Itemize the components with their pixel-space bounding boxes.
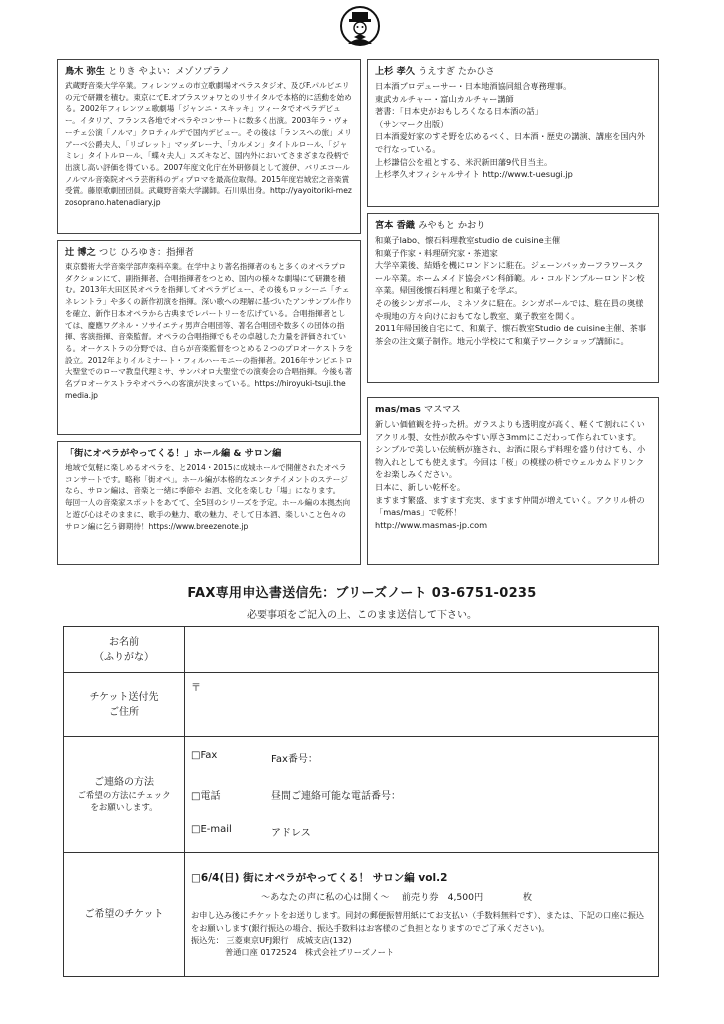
phone-number-label: 昼間ご連絡可能な電話番号：: [271, 791, 401, 802]
contact-option-phone[interactable]: [191, 787, 652, 802]
postal-mark: 〒: [191, 683, 201, 694]
profile-heading: 辻 博之 つじ ひろゆき：指揮者: [65, 247, 194, 258]
profile-heading: mas/mas マスマス: [375, 404, 461, 415]
fax-title: FAX専用申込書送信先：ブリーズノート 03-6751-0235: [187, 586, 537, 601]
email-address-label: アドレス: [271, 828, 311, 839]
phone-checkbox[interactable]: □電話: [191, 791, 221, 802]
address-label: チケット送付先 ご住所: [64, 673, 185, 737]
contact-label: ご連絡の方法 ご希望の方法にチェック をお願いします。: [64, 737, 185, 853]
contact-option-email[interactable]: [191, 824, 652, 839]
fax-instructions: 必要事項をご記入の上、このまま送信して下さい。: [247, 610, 477, 621]
profile-text: 武蔵野音楽大学卒業。フィレンツェの市立歌劇場オペラスタジオ、及びF.パルビエリの元で研鑽を積む。東京にてE.オブラスツォワとのリサイタルで本格的に活動を始める。2002年フィレンツェ歌劇場「ジャンニ・スキッキ」ツィータでオペラデビュー。イタリア、フランス各地でオペラやコンサートに数多く出演。2003年ラ・ヴォーチェ公演「ノルマ」クロティルデで国内デビュー。その後は「ランスへの旅」メリアーベ公爵夫人、「リゴレット」マッダレーナ、「カルメン」タイトルロール、「ジャミレ」タイトルロール、「蝶々夫人」スズキなど、国内外においてさまざまな役柄で出演し高い評価を得ている。2007年度文化庁在外研修員として渡伊、バリエコールノルマル音楽院オペラ芸術科のディプロマを最高位取得。2015年度岩城宏之音楽賞受賞。藤原歌劇団団員。武蔵野音楽大学講師。石川県出身。http://yayoitoriki-mezzosoprano.hatenadiary.jp: [65, 81, 352, 208]
contact-option-fax[interactable]: [191, 750, 652, 765]
fax-number-label: Fax番号：: [271, 754, 318, 765]
email-checkbox[interactable]: □E-mail: [191, 824, 232, 835]
contact-options: [185, 737, 659, 853]
salon-description: [57, 441, 361, 565]
profile-text: 日本酒プロデューサー・日本地酒協同組合専務理事。 東武カルチャー・富山カルチャー講師 著書：「日本史がおもしろくなる日本酒の話」 （サンマーク出版） 日本酒愛好家のすそ野を広めるべく、日本酒・歴史の講演、講座を国内外で行なっている。 上杉謙信公を祖とする、米沢新田藩9代目当主。 上杉孝久オフィシャルサイト http://www.t-uesugi.jp: [375, 81, 646, 180]
profile-uesugi: [367, 59, 659, 207]
profile-miyamoto: [367, 213, 659, 383]
fax-checkbox[interactable]: □Fax: [191, 750, 218, 761]
address-field[interactable]: [185, 673, 659, 737]
profile-tsuji: [57, 240, 361, 435]
profile-text: 東京藝術大学音楽学部声楽科卒業。在学中より著名指揮者のもと多くのオペラプロダクションにて、副指揮者、合唱指揮者をつとめ、国内の様々な劇場にて研鑽を積む。2013年大田区民オペラを指揮してオペラデビュー、その後もロッシーニ「チェネレントラ」や多くの新作初演を指揮。深い歌への理解に基づいたアンサンブル作りを確立、新作日本オペラから古典までレパートリーを広げている。合唱指揮者としては、慶應ワグネル・ソサイエティ男声合唱団等、著名合唱団や数多くの団体の指揮、客演指揮、音楽監督。オペラの合唱指揮でもその卓越した力量を評価されている。オーケストラの分野では、自らが音楽監督をつとめる２つのプロオーケストラを設立。2012年よりイルミナート・フィルハーモニーの指揮者。2016年サンピエトロ大聖堂でのローマ教皇代理ミサ、サンパオロ大聖堂での演奏会の合唱指揮。今後も著名プロオーケストラやオペラへの客演が決まっている。https://hiroyuki-tsuji.themedia.jp: [65, 262, 353, 400]
name-label: お名前 （ふりがな）: [64, 627, 185, 673]
profile-text: 和菓子labo、懐石料理教室studio de cuisine主催 和菓子作家・料理研究家・茶道家 大学卒業後、結婚を機にロンドンに駐在。ジェーンパッカーフラワースクール卒業。ホームメイド協会パン科師範。ル・コルドンブルーロンドン校卒業。帰国後懐石料理と和菓子を学ぶ。 その後シンガポール、ミネソタに駐在。シンガポールでは、駐在員の奥様や現地の方々向けにおもてなし教室、菓子教室を開く。 2011年帰国後自宅にて、和菓子、懐石教室Studio de cuisine主催、茶事茶会の注文菓子制作。地元小学校にて和菓子ワークショップ講師に。: [375, 235, 647, 346]
ticket-label: ご希望のチケット: [64, 853, 185, 977]
profile-heading: 宮本 香織 みやもと かおり: [375, 220, 486, 231]
profile-heading: 鳥木 弥生 とりき やよい：メゾソプラノ: [65, 66, 230, 77]
profile-masmas: [367, 397, 659, 565]
profile-heading: 上杉 孝久 うえすぎ たかひさ: [375, 66, 495, 77]
profile-toriki: [57, 59, 361, 234]
salon-text: 地域で気軽に楽しめるオペラを、と2014・2015に成城ホールで開催されたオペラコンサートです。略称「街オペ」。ホール編が本格的なエンタテイメントのステージなら、サロン編は、音楽と一緒に季節や お酒、文化を楽しむ「場」になります。 毎回一人の音楽家スポットをあてて、全5回のシリーズを予定。ホール編の本拠杰向と遊び心はそのままに、歌手の魅力、歌の魅力、そして日本酒、楽しいこと色々のサロン編に乞う御期待！https://www.breezenote.jp: [65, 463, 351, 531]
name-field[interactable]: [185, 627, 659, 673]
breezenote-logo: [340, 6, 380, 46]
payment-note: お申し込み後にチケットをお送りします。同封の郵便振替用紙にてお支払い（手数料無料です）、または、下記の口座に振込をお願いします(銀行振込の場合、振込手数料はお客様のご負担となりますのでご了承ください)。: [191, 910, 645, 933]
salon-title: 「街にオペラがやってくる！」ホール編 & サロン編: [65, 448, 282, 459]
profile-text: 新しい価値観を持った枡。ガラスよりも透明度が高く、軽くて割れにくいアクリル製、女性が飲みやすい厚さ3mmにこだわって作られています。 シンプルで美しい伝統柄が施され、お酒に限らず料理を盛り付けても、小物入れとしても使えます。今回は「桜」の模様の枡でウェルカムドリンクをお楽しみください。 日本に、新しい乾杯を。 ますます繁盛、ますます充実、ますます仲間が増えていく。アクリル枡の「mas/mas」で乾杯！ http://www.masmas-jp.com: [375, 419, 646, 530]
bank-account: 普通口座 0172524 株式会社ブリーズノート: [225, 947, 395, 958]
bank-info: 振込先： 三菱東京UFJ銀行 成城支店(132): [191, 935, 352, 945]
order-form: [63, 626, 659, 977]
ticket-section: [185, 853, 659, 977]
ticket-checkbox[interactable]: □6/4(日) 街にオペラがやってくる！ サロン編 vol.2: [191, 872, 448, 885]
ticket-price: ～あなたの声に私の心は開く～ 前売り券 4,500円 枚: [261, 892, 533, 904]
